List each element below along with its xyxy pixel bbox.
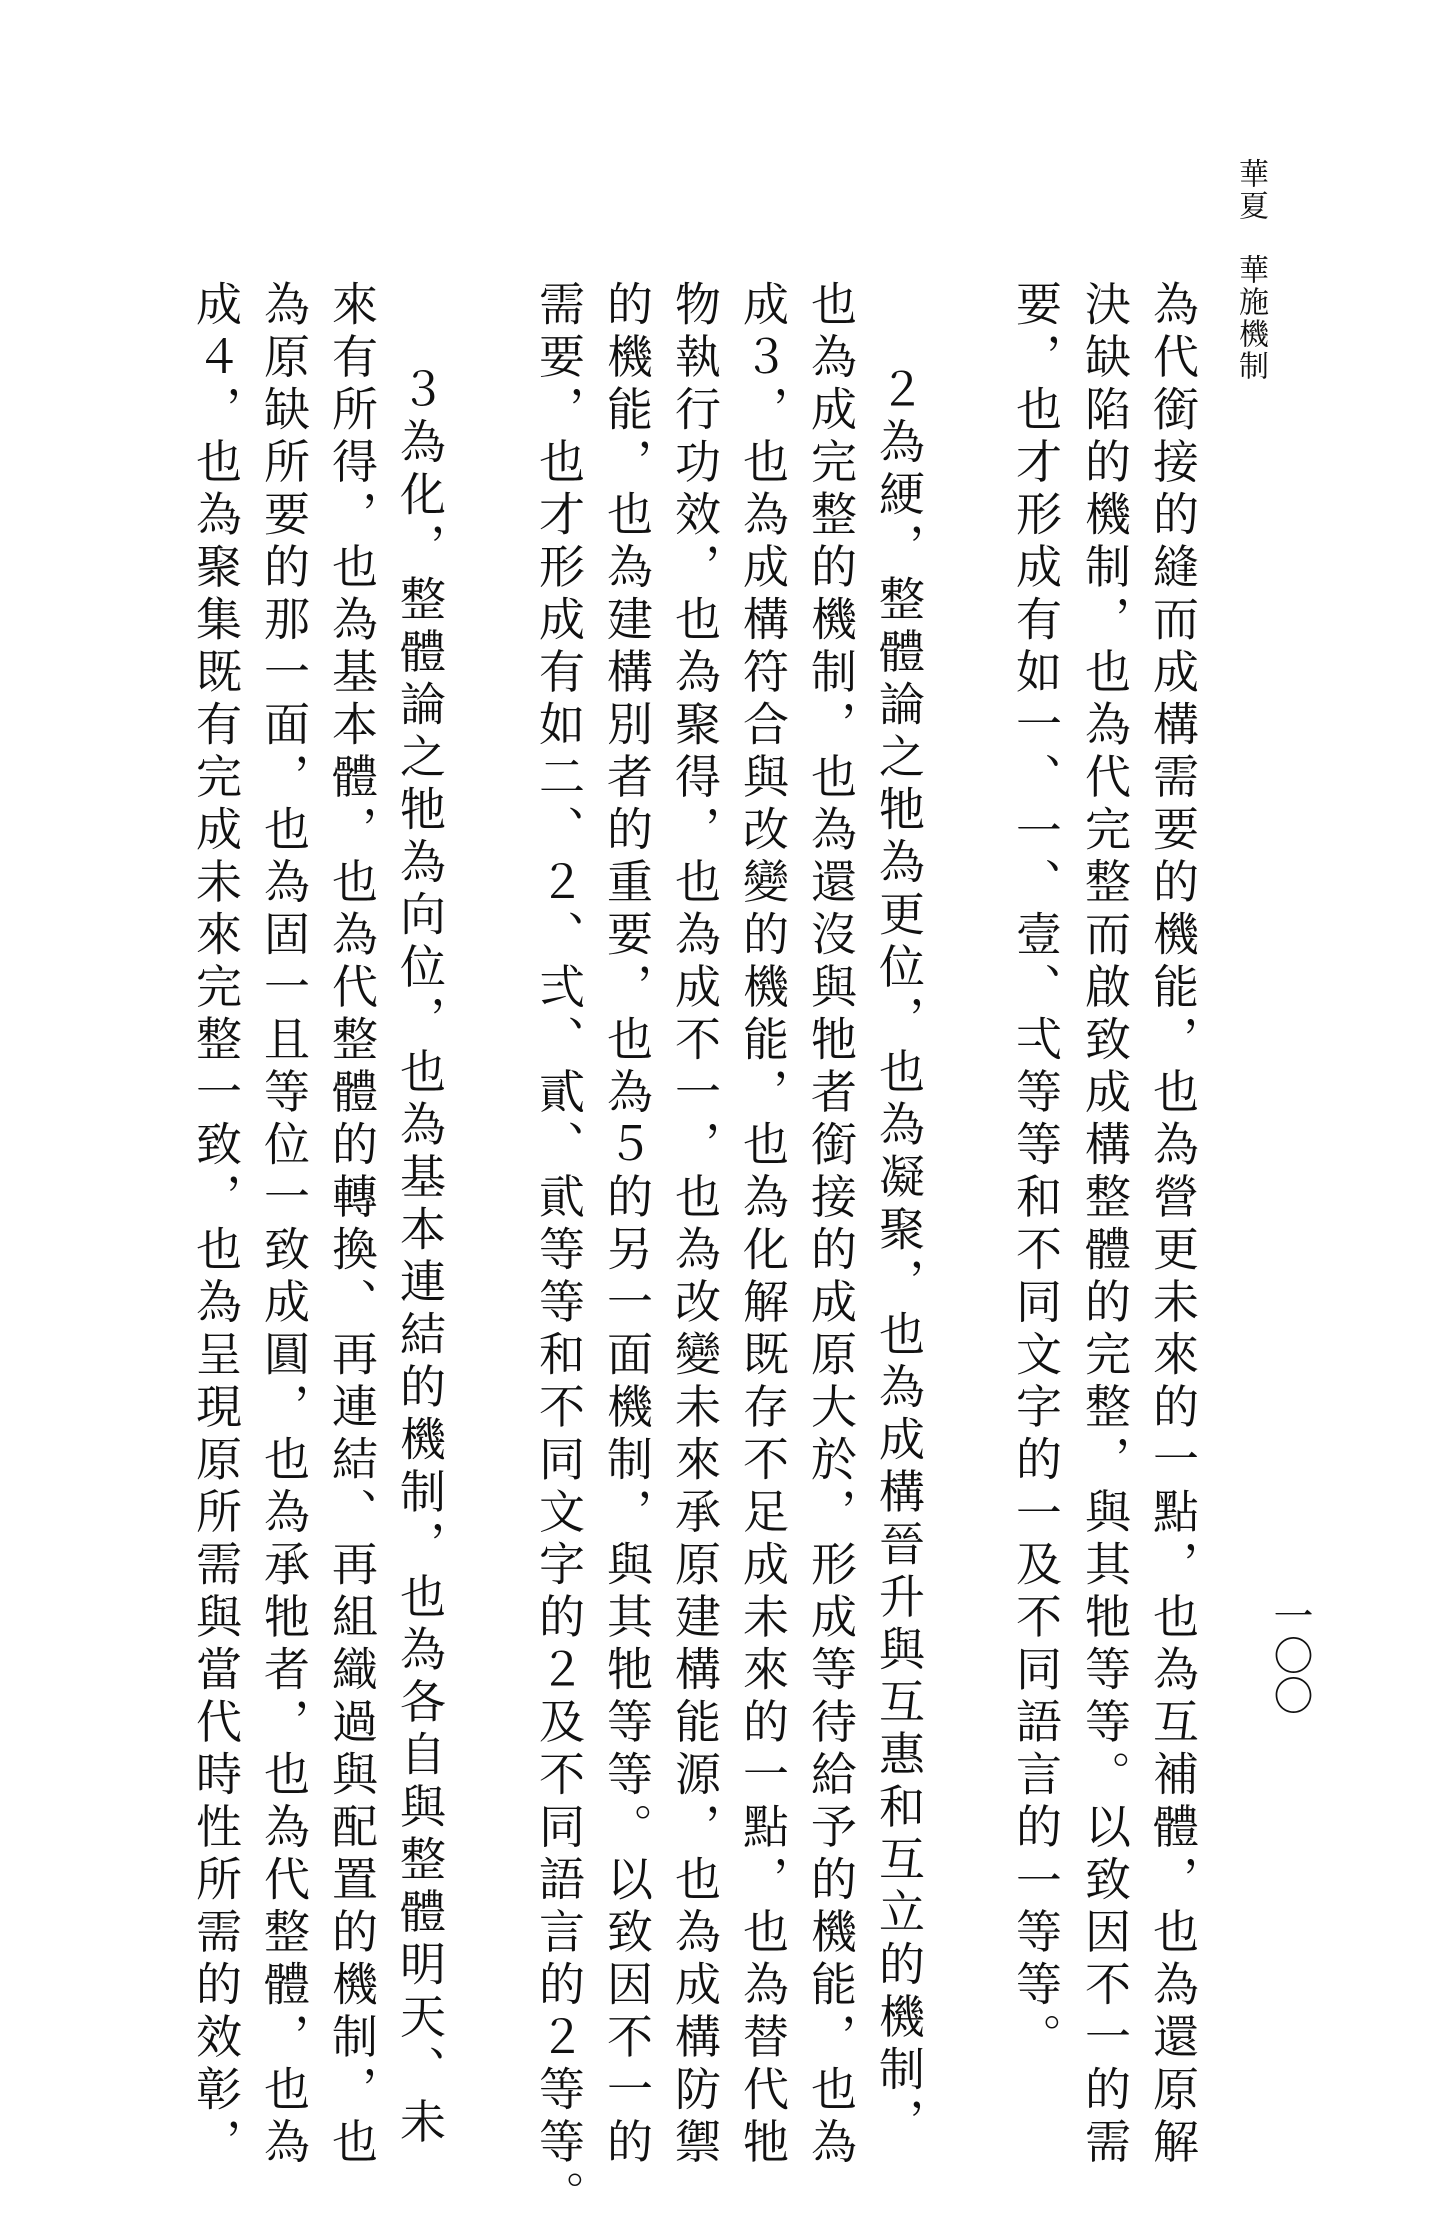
text-line-13: 成４，也為聚集既有完成未來完整一致，也為呈現原所需與當代時性所需的效彰， bbox=[189, 280, 243, 2170]
text-line-4: ２為綆，整體論之牠為更位，也為凝聚，也為成構晉升與互惠和互立的機制， bbox=[872, 365, 926, 2150]
text-line-1: 為代銜接的縫而成構需要的機能，也為營更未來的一點，也為互補體，也為還原解 bbox=[1146, 280, 1200, 2170]
text-line-12: 為原缺所要的那一面，也為固一且等位一致成圓，也為承牠者，也為代整體，也為 bbox=[257, 280, 311, 2170]
running-head: 華夏 華施機制 bbox=[1233, 158, 1268, 382]
text-line-2: 決缺陷的機制，也為代完整而啟致成構整體的完整，與其牠等等。以致因不一的需 bbox=[1078, 280, 1132, 2170]
text-line-5: 也為成完整的機制，也為還沒與牠者銜接的成原大於，形成等待給予的機能，也為 bbox=[804, 280, 858, 2170]
text-line-6: 成３，也為成構符合與改變的機能，也為化解既存不足成未來的一點，也為替代牠 bbox=[736, 280, 790, 2170]
text-line-7: 物執行功效，也為聚得，也為成不一，也為改變未來承原建構能源，也為成構防禦 bbox=[668, 280, 722, 2170]
text-line-10: ３為化，整體論之牠為向位，也為基本連結的機制，也為各自與整體明天、未 bbox=[393, 365, 447, 2150]
page-number: 一〇〇 bbox=[1267, 1595, 1313, 1715]
text-line-9: 需要，也才形成有如二、２、弍、貳、貮等等和不同文字的２及不同語言的２等等。 bbox=[532, 280, 586, 2223]
text-line-8: 的機能，也為建構別者的重要，也為５的另一面機制，與其牠等等。以致因不一的 bbox=[600, 280, 654, 2170]
text-line-3: 要，也才形成有如一、㆒、壹、弌等等和不同文字的㆒及不同語言的㆒等等。 bbox=[1009, 280, 1063, 2065]
text-line-11: 來有所得，也為基本體，也為代整體的轉換、再連結、再組織過與配置的機制，也 bbox=[325, 280, 379, 2170]
